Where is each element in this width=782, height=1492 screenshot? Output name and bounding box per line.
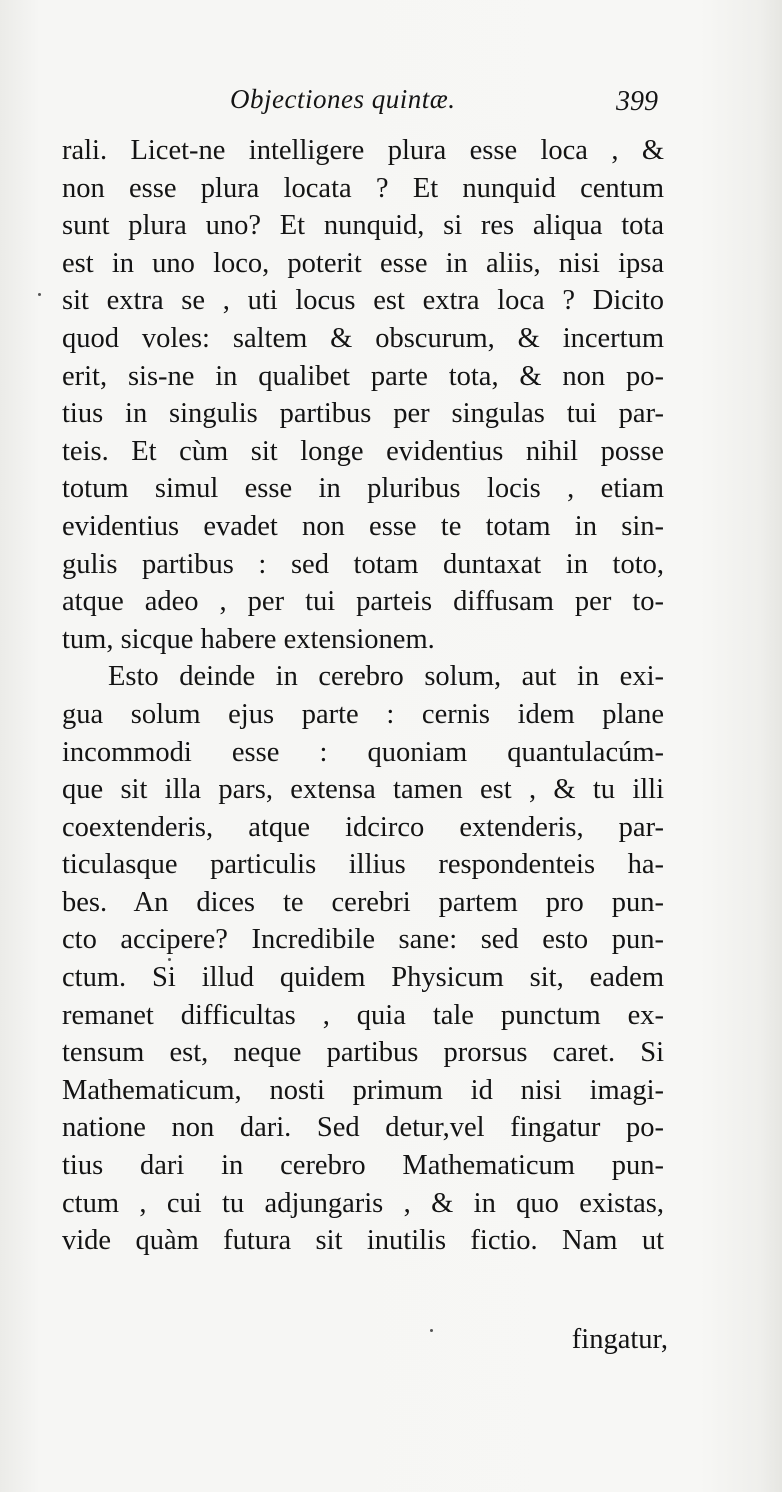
ink-speck — [430, 1329, 433, 1332]
text-line: Mathematicum, nosti primum id nisi imagi- — [62, 1074, 664, 1106]
text-line: bes. An dices te cerebri partem pro pun- — [62, 886, 664, 918]
text-line: cto accipere? Incredibile sane: sed esto pun- — [62, 924, 664, 956]
text-line: quod voles: saltem & obscurum, & incertum — [62, 322, 664, 354]
text-line-paragraph-start: Esto deinde in cerebro solum, aut in exi- — [108, 661, 664, 693]
text-line: sit extra se , uti locus est extra loca ? Dicito — [62, 285, 664, 317]
text-line: incommodi esse : quoniam quantulacúm- — [62, 736, 664, 768]
ink-speck — [168, 958, 171, 961]
text-line: gulis partibus : sed totam duntaxat in toto, — [62, 548, 664, 580]
page-header — [62, 84, 662, 124]
ink-speck — [38, 293, 41, 296]
text-line: totum simul esse in pluribus locis , etiam — [62, 473, 664, 505]
text-line: gua solum ejus parte : cernis idem plane — [62, 698, 664, 730]
page-number: 399 — [616, 86, 658, 117]
text-line-paragraph-end: tum, sicque habere extensionem. — [62, 623, 435, 655]
text-line: tius in singulis partibus per singulas tui par- — [62, 398, 664, 430]
text-line: ticulasque particulis illius respondenteis ha- — [62, 849, 664, 881]
text-line: natione non dari. Sed detur,vel fingatur po- — [62, 1112, 664, 1144]
running-title: Objectiones quintæ. — [230, 84, 456, 114]
text-line: rali. Licet-ne intelligere plura esse loca , & — [62, 135, 664, 166]
text-line: remanet difficultas , quia tale punctum ex- — [62, 999, 664, 1031]
text-line: atque adeo , per tui parteis diffusam per to- — [62, 586, 664, 618]
body-text — [62, 132, 664, 1260]
text-line: evidentius evadet non esse te totam in sin- — [62, 510, 664, 542]
text-line: teis. Et cùm sit longe evidentius nihil posse — [62, 435, 664, 467]
text-line: tensum est, neque partibus prorsus caret. Si — [62, 1037, 664, 1069]
text-line: erit, sis-ne in qualibet parte tota, & non po- — [62, 360, 664, 392]
text-line: vide quàm futura sit inutilis fictio. Nam ut — [62, 1225, 664, 1257]
text-line: non esse plura locata ? Et nunquid centum — [62, 172, 664, 204]
text-line: ctum. Si illud quidem Physicum sit, eadem — [62, 962, 664, 994]
text-line: ctum , cui tu adjungaris , & in quo existas, — [62, 1187, 664, 1219]
text-line: tius dari in cerebro Mathematicum pun- — [62, 1150, 664, 1182]
text-line: est in uno loco, poterit esse in aliis, nisi ipsa — [62, 247, 664, 279]
text-line: que sit illa pars, extensa tamen est , & tu illi — [62, 774, 664, 806]
text-line: coextenderis, atque idcirco extenderis, par- — [62, 811, 664, 843]
text-line: sunt plura uno? Et nunquid, si res aliqua tota — [62, 210, 664, 242]
catchword: fingatur, — [571, 1324, 668, 1355]
